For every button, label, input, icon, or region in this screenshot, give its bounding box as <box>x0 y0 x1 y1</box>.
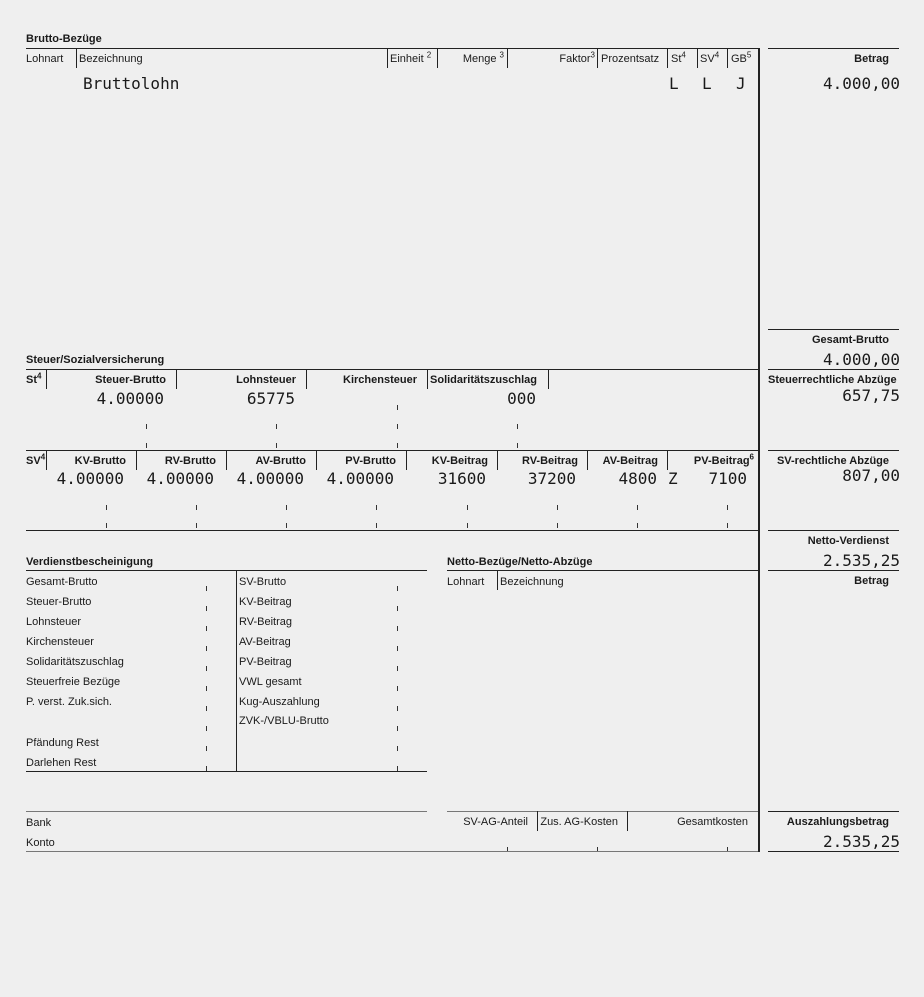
header-pv-brutto: PV-Brutto <box>345 455 396 467</box>
decimal-tick <box>397 443 398 448</box>
decimal-tick <box>206 706 207 711</box>
header-kirchensteuer: Kirchensteuer <box>343 374 417 386</box>
verdienst-left-item: Steuer-Brutto <box>26 596 92 608</box>
costs-top-rule <box>447 811 758 812</box>
bank-label: Bank <box>26 817 52 829</box>
col-divider <box>587 450 588 470</box>
decimal-tick <box>397 686 398 691</box>
decimal-tick <box>206 586 207 591</box>
header-rv-brutto: RV-Brutto <box>164 455 216 467</box>
col-divider <box>176 369 177 389</box>
sv-abzuege-label: SV-rechtliche Abzüge <box>776 455 889 467</box>
decimal-tick <box>206 686 207 691</box>
decimal-tick <box>206 646 207 651</box>
gesamtkosten-label: Gesamtkosten <box>677 816 748 828</box>
rule <box>768 450 899 451</box>
netto-header-rule <box>447 570 758 571</box>
header-rv-beitrag: RV-Beitrag <box>521 455 578 467</box>
header-soli: Solidaritätszuschlag <box>430 374 537 386</box>
col-divider <box>597 48 598 68</box>
verdienst-left-item: Gesamt-Brutto <box>26 576 98 588</box>
verdienst-left-item: P. verst. Zuk.sich. <box>26 696 112 708</box>
col-divider <box>306 369 307 389</box>
decimal-tick <box>467 505 468 510</box>
decimal-tick <box>727 523 728 528</box>
row-gb: J <box>736 74 746 93</box>
decimal-tick <box>397 405 398 410</box>
col-divider <box>548 369 549 389</box>
netto-section-title: Netto-Bezüge/Netto-Abzüge <box>447 556 593 568</box>
decimal-tick <box>397 586 398 591</box>
col-divider <box>497 450 498 470</box>
col-divider <box>136 450 137 470</box>
row-st: L <box>669 74 679 93</box>
sv-header-sv: $SV^4$ <box>26 452 46 467</box>
verdienst-left-item: Solidaritätszuschlag <box>26 656 124 668</box>
decimal-tick <box>727 505 728 510</box>
verdienst-left-item: Pfändung Rest <box>26 737 99 749</box>
header-lohnart: Lohnart <box>26 53 64 65</box>
decimal-tick <box>397 666 398 671</box>
verdienst-right-item: RV-Beitrag <box>239 616 292 628</box>
decimal-tick <box>517 424 518 429</box>
verdienst-left-item: Lohnsteuer <box>26 616 82 628</box>
header-gb: $GB^5$ <box>731 50 752 65</box>
rule <box>768 811 899 812</box>
verdienst-middle-divider <box>236 570 237 771</box>
col-divider <box>727 48 728 68</box>
row-betrag: 4.000,00 <box>822 74 900 93</box>
header-av-beitrag: AV-Beitrag <box>602 455 658 467</box>
gesamt-brutto-label: Gesamt-Brutto <box>811 334 889 346</box>
pv-brutto-value: 4.00000 <box>326 469 394 488</box>
decimal-tick <box>206 666 207 671</box>
decimal-tick <box>467 523 468 528</box>
kv-beitrag-value: 31600 <box>437 469 486 488</box>
av-brutto-value: 4.00000 <box>236 469 304 488</box>
sv-bottom-rule <box>26 530 758 531</box>
zus-ag-kosten-label: Zus. AG-Kosten <box>540 816 618 828</box>
auszahlung-value: 2.535,25 <box>822 832 900 851</box>
col-divider <box>437 48 438 68</box>
col-divider <box>497 570 498 590</box>
verdienst-right-item: KV-Beitrag <box>239 596 292 608</box>
decimal-tick <box>637 523 638 528</box>
header-kv-brutto: KV-Brutto <box>74 455 126 467</box>
col-divider <box>76 48 77 68</box>
decimal-tick <box>397 646 398 651</box>
steuer-header-st: St$^4$ <box>26 371 42 386</box>
rule <box>768 329 899 330</box>
av-beitrag-value: 4800 <box>618 469 657 488</box>
main-vertical-divider <box>758 48 760 852</box>
lohnsteuer-value: 65775 <box>246 389 295 408</box>
decimal-tick <box>206 746 207 751</box>
col-divider <box>667 48 668 68</box>
netto-header-lohnart: Lohnart <box>447 576 485 588</box>
netto-verdienst-value: 2.535,25 <box>822 551 900 570</box>
verdienst-left-item: Kirchensteuer <box>26 636 94 648</box>
decimal-tick <box>376 523 377 528</box>
verdienst-right-item: PV-Beitrag <box>239 656 292 668</box>
row-bezeichnung: Bruttolohn <box>83 74 180 93</box>
decimal-tick <box>196 523 197 528</box>
betrag-header-top-rule <box>768 48 899 49</box>
col-divider <box>387 48 388 68</box>
footer-bottom-rule <box>26 851 758 852</box>
col-divider <box>507 48 508 68</box>
steuer-abzuege-value: 657,75 <box>842 386 900 405</box>
decimal-tick <box>397 746 398 751</box>
sv-abzuege-value: 807,00 <box>842 466 900 485</box>
decimal-tick <box>206 726 207 731</box>
steuer-section-title: Steuer/Sozialversicherung <box>26 354 165 366</box>
brutto-section-title: Brutto-Bezüge <box>26 33 102 45</box>
steuer-header-rule <box>26 369 758 370</box>
decimal-tick <box>276 424 277 429</box>
header-kv-beitrag: KV-Beitrag <box>431 455 488 467</box>
decimal-tick <box>397 424 398 429</box>
verdienst-right-item: VWL gesamt <box>239 676 302 688</box>
decimal-tick <box>196 505 197 510</box>
steuer-abzuege-label: Steuerrechtliche Abzüge <box>768 374 897 386</box>
decimal-tick <box>286 505 287 510</box>
verdienst-right-item: AV-Beitrag <box>239 636 291 648</box>
soli-value: 000 <box>507 389 536 408</box>
netto-betrag-label: Betrag <box>854 575 889 587</box>
header-steuer-brutto: Steuer-Brutto <box>95 374 166 386</box>
rule <box>768 570 899 571</box>
auszahlung-label: Auszahlungsbetrag <box>786 816 889 828</box>
verdienst-left-item: Darlehen Rest <box>26 757 97 769</box>
header-st: St$^4$ <box>671 50 686 65</box>
col-divider <box>697 48 698 68</box>
decimal-tick <box>146 424 147 429</box>
verdienst-right-item: ZVK-/VBLU-Brutto <box>239 715 329 727</box>
bank-top-rule <box>26 811 427 812</box>
verdienst-right-item: Kug-Auszahlung <box>239 696 320 708</box>
decimal-tick <box>106 505 107 510</box>
header-pv-beitrag: PV-Beitrag$^6$ <box>693 452 754 467</box>
col-divider <box>406 450 407 470</box>
verdienst-right-item: SV-Brutto <box>239 576 287 588</box>
decimal-tick <box>106 523 107 528</box>
col-divider <box>537 811 538 831</box>
col-divider <box>46 369 47 389</box>
z-marker: Z <box>668 469 678 488</box>
header-lohnsteuer: Lohnsteuer <box>236 374 296 386</box>
decimal-tick <box>397 706 398 711</box>
col-divider <box>667 450 668 470</box>
rv-brutto-value: 4.00000 <box>146 469 214 488</box>
decimal-tick <box>397 726 398 731</box>
pv-beitrag-value: 7100 <box>708 469 747 488</box>
header-bezeichnung: Bezeichnung <box>79 53 143 65</box>
decimal-tick <box>146 443 147 448</box>
netto-header-bezeichnung: Bezeichnung <box>500 576 564 588</box>
konto-label: Konto <box>26 837 55 849</box>
verdienst-section-title: Verdienstbescheinigung <box>26 556 154 568</box>
header-betrag: Betrag <box>854 53 889 65</box>
gesamt-brutto-value: 4.000,00 <box>822 350 900 369</box>
decimal-tick <box>376 505 377 510</box>
rule <box>768 851 899 852</box>
header-einheit: Einheit $^2$ <box>390 50 432 65</box>
col-divider <box>316 450 317 470</box>
header-av-brutto: AV-Brutto <box>255 455 306 467</box>
header-menge: Menge $^3$ <box>462 50 504 65</box>
decimal-tick <box>276 443 277 448</box>
header-faktor: Faktor$^3$ <box>559 50 595 65</box>
brutto-header-top-rule <box>26 48 758 49</box>
col-divider <box>226 450 227 470</box>
decimal-tick <box>206 606 207 611</box>
verdienst-header-rule <box>26 570 427 571</box>
sv-ag-anteil-label: SV-AG-Anteil <box>463 816 528 828</box>
decimal-tick <box>397 626 398 631</box>
decimal-tick <box>286 523 287 528</box>
verdienst-left-item: Steuerfreie Bezüge <box>26 676 121 688</box>
decimal-tick <box>637 505 638 510</box>
col-divider <box>46 450 47 470</box>
rv-beitrag-value: 37200 <box>527 469 576 488</box>
row-sv: L <box>702 74 712 93</box>
rule <box>768 369 899 370</box>
kv-brutto-value: 4.00000 <box>56 469 124 488</box>
decimal-tick <box>517 443 518 448</box>
netto-verdienst-label: Netto-Verdienst <box>807 535 889 547</box>
steuer-brutto-value: 4.00000 <box>96 389 164 408</box>
decimal-tick <box>397 606 398 611</box>
col-divider <box>427 369 428 389</box>
decimal-tick <box>557 505 558 510</box>
verdienst-bottom-rule <box>26 771 427 772</box>
rule <box>768 530 899 531</box>
header-sv: $SV^4$ <box>700 50 720 65</box>
col-divider <box>627 811 628 831</box>
decimal-tick <box>557 523 558 528</box>
header-prozentsatz: Prozentsatz <box>601 53 660 65</box>
decimal-tick <box>206 626 207 631</box>
